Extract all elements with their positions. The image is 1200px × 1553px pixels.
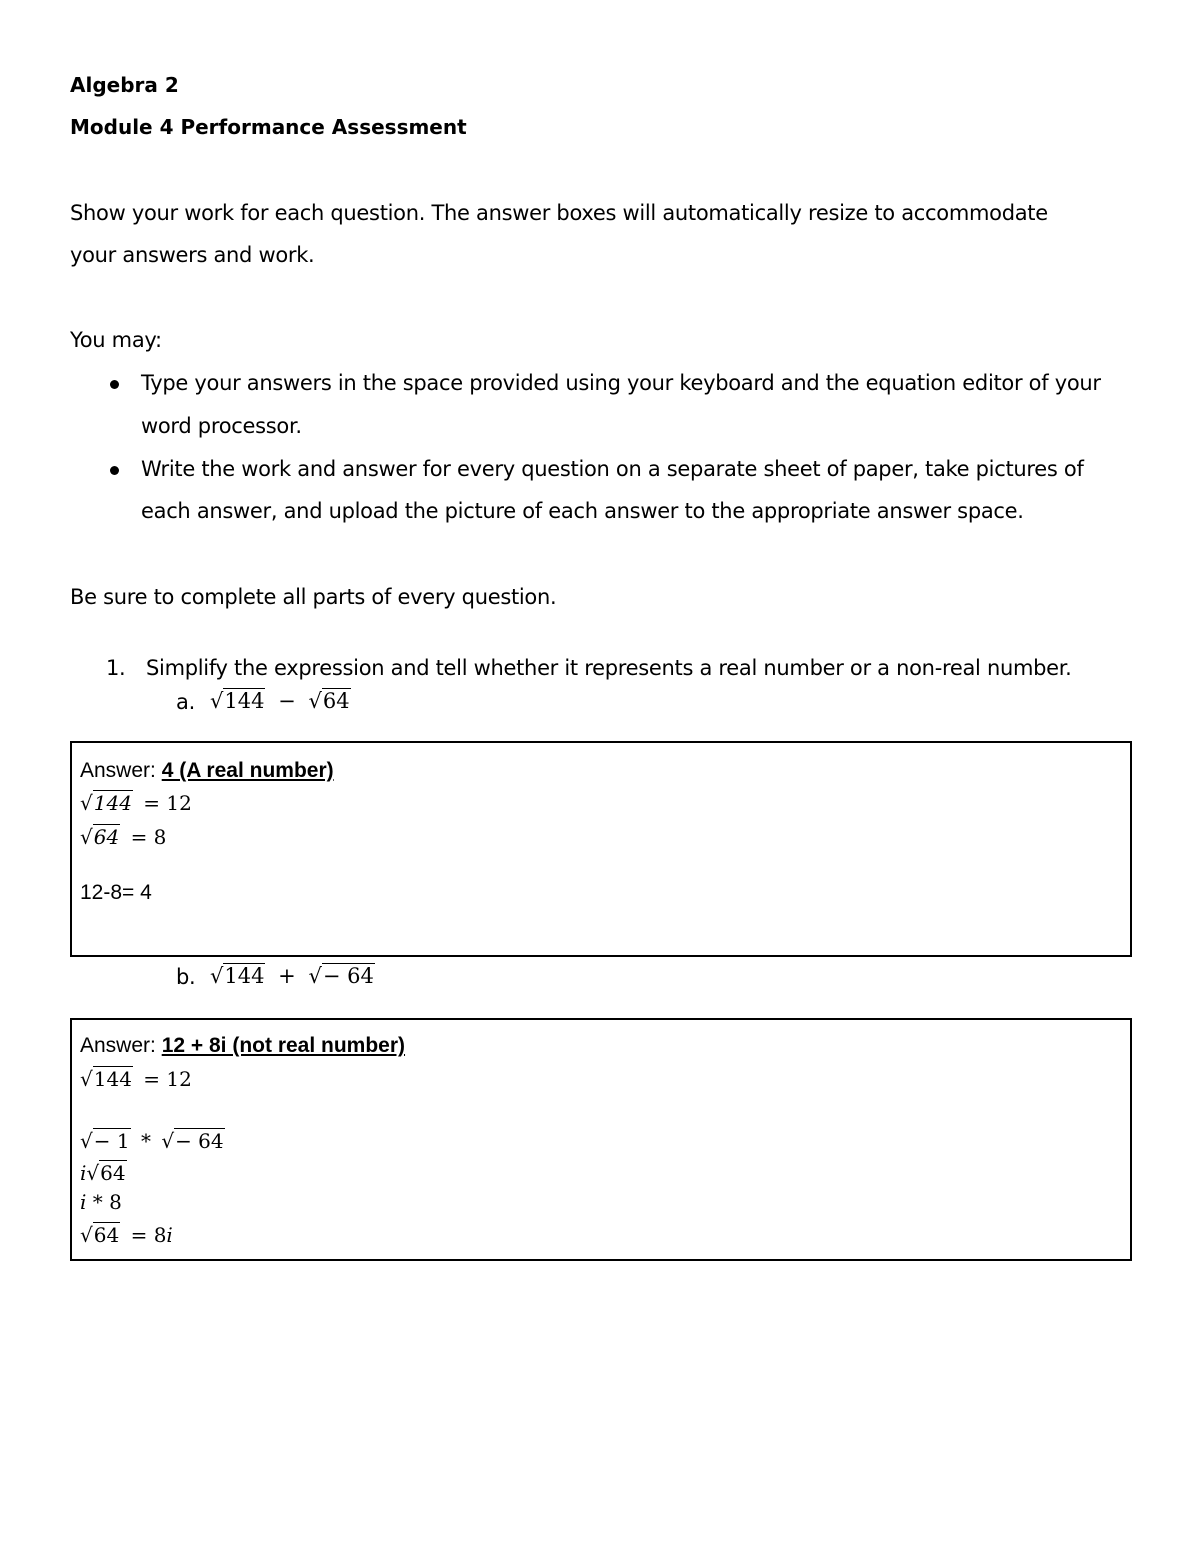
sqrt-symbol: √144 — [210, 964, 265, 988]
answer-b-work-2: √− 1 * √− 64 — [80, 1129, 224, 1153]
sqrt-symbol: √− 1 — [80, 1129, 130, 1153]
answer-a-line: Answer: 4 (A real number) — [80, 759, 334, 782]
part-a-label: a. — [176, 690, 195, 714]
question-number: 1. — [106, 656, 126, 680]
answer-b-work-3: i√64 — [80, 1161, 126, 1185]
part-a-expression: √144 − √64 — [210, 689, 350, 713]
sqrt-symbol: √144 — [80, 791, 132, 815]
answer-a-work-2: √64 = 8 — [80, 825, 167, 849]
sqrt-symbol: √64 — [308, 689, 350, 713]
sqrt-symbol: √64 — [80, 825, 120, 849]
you-may-label: You may: — [70, 328, 162, 352]
instructions-line-2: your answers and work. — [70, 243, 315, 267]
course-title: Algebra 2 — [70, 73, 179, 97]
sqrt-symbol: √− 64 — [308, 964, 374, 988]
answer-b-work-1: √144 = 12 — [80, 1067, 192, 1091]
answer-a-value: 4 (A real number) — [161, 759, 334, 782]
assessment-title: Module 4 Performance Assessment — [70, 115, 467, 139]
question-prompt: Simplify the expression and tell whether it represents a real number or a non-real number. — [146, 656, 1072, 680]
sqrt-symbol: √64 — [80, 1223, 120, 1247]
instructions-line-1: Show your work for each question. The answer boxes will automatically resize to accommodate — [70, 201, 1048, 225]
bullet-1-line-1: Type your answers in the space provided using your keyboard and the equation editor of your — [141, 371, 1101, 395]
bullet-2-line-2: each answer, and upload the picture of each answer to the appropriate answer space. — [141, 499, 1024, 523]
sqrt-symbol: √64 — [86, 1161, 126, 1185]
bullet-icon — [110, 380, 119, 389]
part-b-expression: √144 + √− 64 — [210, 964, 374, 988]
answer-a-work-1: √144 = 12 — [80, 791, 192, 815]
part-b-label: b. — [176, 965, 196, 989]
sqrt-symbol: √144 — [210, 689, 265, 713]
bullet-1-line-2: word processor. — [141, 414, 302, 438]
bullet-2-line-1: Write the work and answer for every question on a separate sheet of paper, take pictures of — [141, 457, 1084, 481]
answer-b-work-5: √64 = 8i — [80, 1223, 173, 1247]
bullet-icon — [110, 466, 119, 475]
answer-box-b[interactable] — [70, 1018, 1132, 1261]
answer-b-line: Answer: 12 + 8i (not real number) — [80, 1034, 406, 1057]
be-sure-note: Be sure to complete all parts of every question. — [70, 585, 557, 609]
sqrt-symbol: √144 — [80, 1067, 132, 1091]
answer-b-value: 12 + 8i (not real number) — [161, 1034, 406, 1057]
sqrt-symbol: √− 64 — [161, 1129, 224, 1153]
answer-b-work-4: i * 8 — [80, 1190, 122, 1214]
answer-a-final: 12-8= 4 — [80, 881, 152, 904]
answer-box-a[interactable] — [70, 741, 1132, 957]
